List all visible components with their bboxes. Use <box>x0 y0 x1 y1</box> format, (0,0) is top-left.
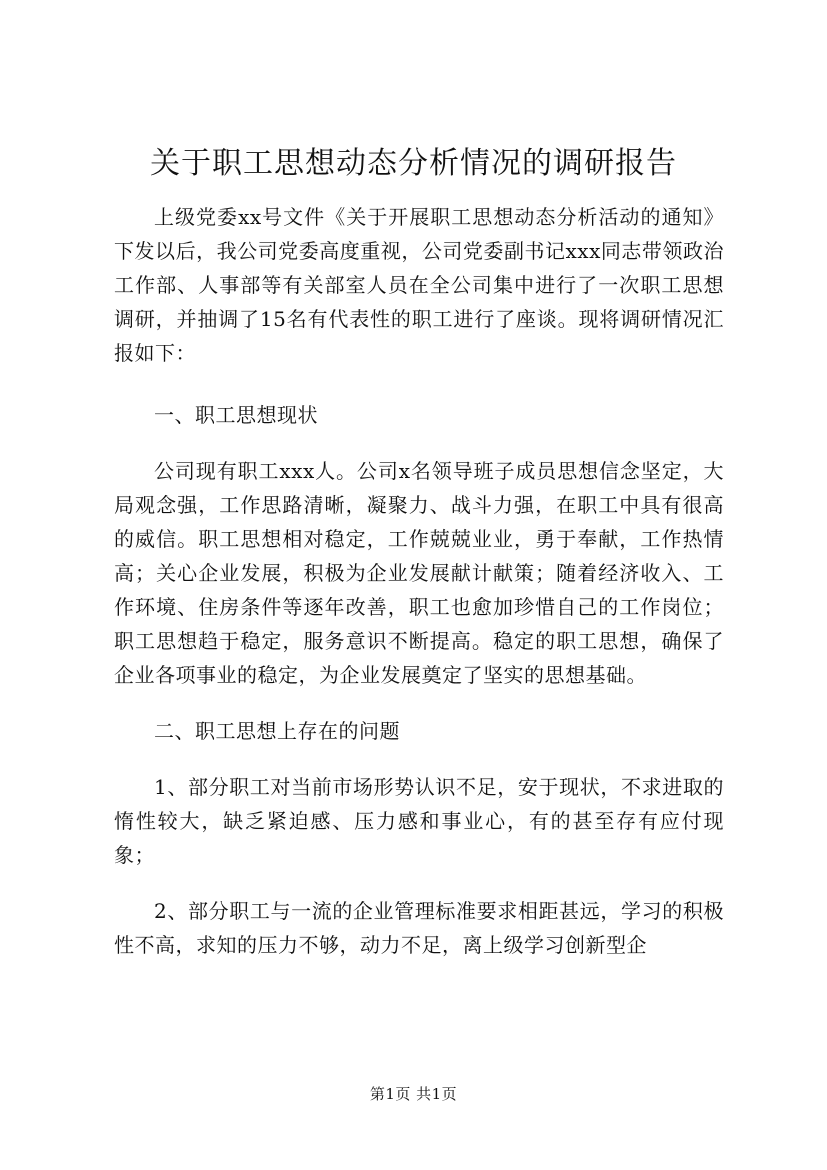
problem-item-2: 2、部分职工与一流的企业管理标准要求相距甚远，学习的积极性不高，求知的压力不够，动力不足，离上级学习创新型企 <box>114 899 724 957</box>
intro-paragraph: 上级党委xx号文件《关于开展职工思想动态分析活动的通知》下发以后，我公司党委高度重视，公司党委副书记xxx同志带领政治工作部、人事部等有关部室人员在全公司集中进行了一次职工思想调研，并抽调了15名有代表性的职工进行了座谈。现将调研情况汇报如下： <box>114 205 724 365</box>
document-title: 关于职工思想动态分析情况的调研报告 <box>150 146 677 181</box>
section-heading-problems: 二、职工思想上存在的问题 <box>154 719 400 743</box>
document-body <box>114 200 724 962</box>
section-heading-current-status: 一、职工思想现状 <box>154 403 318 427</box>
current-status-paragraph: 公司现有职工xxx人。公司x名领导班子成员思想信念坚定，大局观念强，工作思路清晰，凝聚力、战斗力强，在职工中具有很高的威信。职工思想相对稳定，工作兢兢业业，勇于奉献，工作热情高；关心企业发展，积极为企业发展献计献策；随着经济收入、工作环境、住房条件等逐年改善，职工也愈加珍惜自己的工作岗位；职工思想趋于稳定，服务意识不断提高。稳定的职工思想，确保了企业各项事业的稳定，为企业发展奠定了坚实的思想基础。 <box>114 459 724 687</box>
problem-item-1: 1、部分职工对当前市场形势认识不足，安于现状，不求进取的惰性较大，缺乏紧迫感、压力感和事业心，有的甚至存有应付现象； <box>114 775 724 867</box>
page-number-footer: 第1页 共1页 <box>369 1085 458 1103</box>
